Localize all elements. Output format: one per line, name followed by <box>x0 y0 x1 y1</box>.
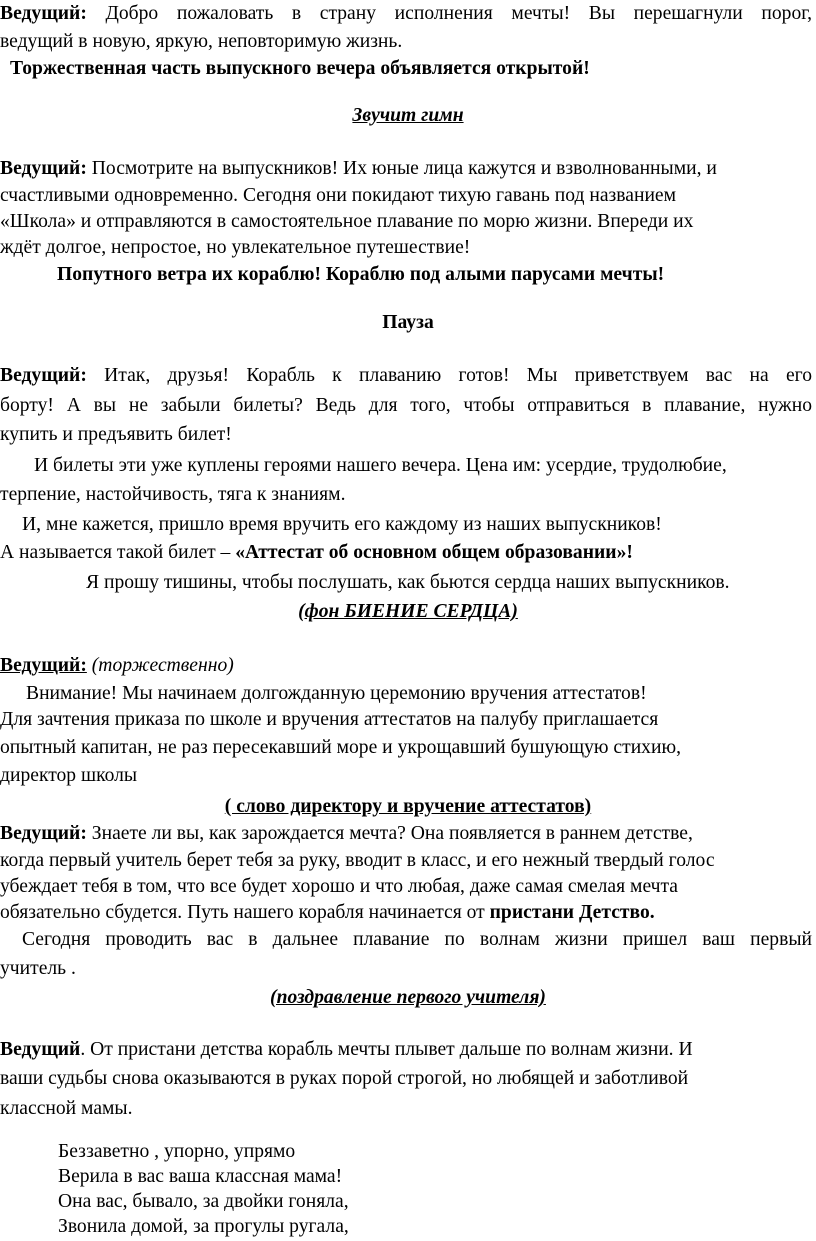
p5-line-3: убеждает тебя в том, что все будет хорошо и что любая, даже самая смелая мечта <box>0 876 679 897</box>
p2-line-2: счастливыми одновременно. Сегодня они покидают тихую гавань под названием <box>0 185 677 206</box>
p5-line-5: Сегодня проводить вас в дальнее плавание по волнам жизни пришел ваш первый <box>22 929 812 950</box>
opening-announcement: Торжественная часть выпускного вечера объявляется открытой! <box>10 58 590 79</box>
poem-line: Звонила домой, за прогулы ругала, <box>58 1216 349 1237</box>
poem-line: Беззаветно , упорно, упрямо <box>58 1141 296 1162</box>
text: . От пристани детства корабль мечты плывет дальше по волнам жизни. И <box>80 1039 693 1060</box>
speaker-label: Ведущий: <box>0 365 87 386</box>
p3-line-1 <box>0 366 812 386</box>
p2-line-3: «Школа» и отправляются в самостоятельное плавание по морю жизни. Впереди их <box>0 211 694 232</box>
stage-direction-director: ( слово директору и вручение аттестатов) <box>224 796 592 817</box>
tone-note: (торжественно) <box>86 655 234 676</box>
p4-line-2: Внимание! Мы начинаем долгожданную церемонию вручения аттестатов! <box>26 683 647 704</box>
p2-line-1 <box>0 159 717 179</box>
poem-line: Она вас, бывало, за двойки гоняла, <box>58 1191 349 1212</box>
p3-line-4: И билеты эти уже куплены героями нашего вечера. Цена им: усердие, трудолюбие, <box>34 455 727 476</box>
wish-line: Попутного ветра их кораблю! Кораблю под алыми парусами мечты! <box>57 264 665 285</box>
p3-line-3: купить и предъявить билет! <box>0 424 232 445</box>
text: Итак, друзья! Корабль к плаванию готов! Мы приветствуем вас на его <box>86 365 812 386</box>
p5-line-1 <box>0 824 693 844</box>
p3-line-6: И, мне кажется, пришло время вручить его каждому из наших выпускников! <box>22 514 662 535</box>
p6-line-1 <box>0 1040 693 1060</box>
poem-line: Верила в вас ваша классная мама! <box>58 1166 343 1187</box>
p5-line-6: учитель . <box>0 958 76 979</box>
p3-line-2: борту! А вы не забыли билеты? Ведь для того, чтобы отправиться в плавание, нужно <box>0 395 812 416</box>
p2-line-4: ждёт долгое, непростое, но увлекательное путешествие! <box>0 237 471 258</box>
p3-line-7 <box>0 543 633 563</box>
certificate-name: «Аттестат об основном общем образовании»! <box>235 542 633 563</box>
stage-direction-teacher: (поздравление первого учителя) <box>270 987 546 1008</box>
stage-direction-anthem: Звучит гимн <box>352 105 464 126</box>
p1-line-2: ведущий в новую, яркую, неповторимую жизнь. <box>0 31 403 52</box>
p4-line-4: опытный капитан, не раз пересекавший море и укрощавший бушующую стихию, <box>0 737 681 758</box>
text: А называется такой билет – <box>0 542 236 563</box>
speaker-label: Ведущий <box>0 1039 81 1060</box>
speaker-label: Ведущий: <box>0 3 87 24</box>
p1-line-1 <box>0 4 812 24</box>
p3-line-8: Я прошу тишины, чтобы послушать, как бьются сердца наших выпускников. <box>86 572 730 593</box>
stage-direction-heartbeat: (фон БИЕНИЕ СЕРДЦА) <box>298 601 518 622</box>
p6-line-3: классной мамы. <box>0 1098 133 1119</box>
text: Знаете ли вы, как зарождается мечта? Она появляется в раннем детстве, <box>86 823 693 844</box>
text: обязательно сбудется. Путь нашего корабля начинается от <box>0 902 490 923</box>
p4-line-3: Для зачтения приказа по школе и вручения аттестатов на палубу приглашается <box>0 709 659 730</box>
stage-direction-pause: Пауза <box>382 312 434 333</box>
harbor-name: пристани Детство. <box>489 902 655 923</box>
text: Посмотрите на выпускников! Их юные лица кажутся и взволнованными, и <box>86 158 717 179</box>
speaker-label: Ведущий: <box>0 655 87 676</box>
p3-line-5: терпение, настойчивость, тяга к знаниям. <box>0 484 346 505</box>
p4-line-5: директор школы <box>0 765 138 786</box>
speaker-label: Ведущий: <box>0 158 87 179</box>
p4-line-1 <box>0 656 234 676</box>
speaker-label: Ведущий: <box>0 823 87 844</box>
p5-line-2: когда первый учитель берет тебя за руку, вводит в класс, и его нежный твердый голос <box>0 850 715 871</box>
p5-line-4 <box>0 903 655 923</box>
p6-line-2: ваши судьбы снова оказываются в руках порой строгой, но любящей и заботливой <box>0 1068 689 1089</box>
text: Добро пожаловать в страну исполнения мечты! Вы перешагнули порог, <box>86 3 812 24</box>
